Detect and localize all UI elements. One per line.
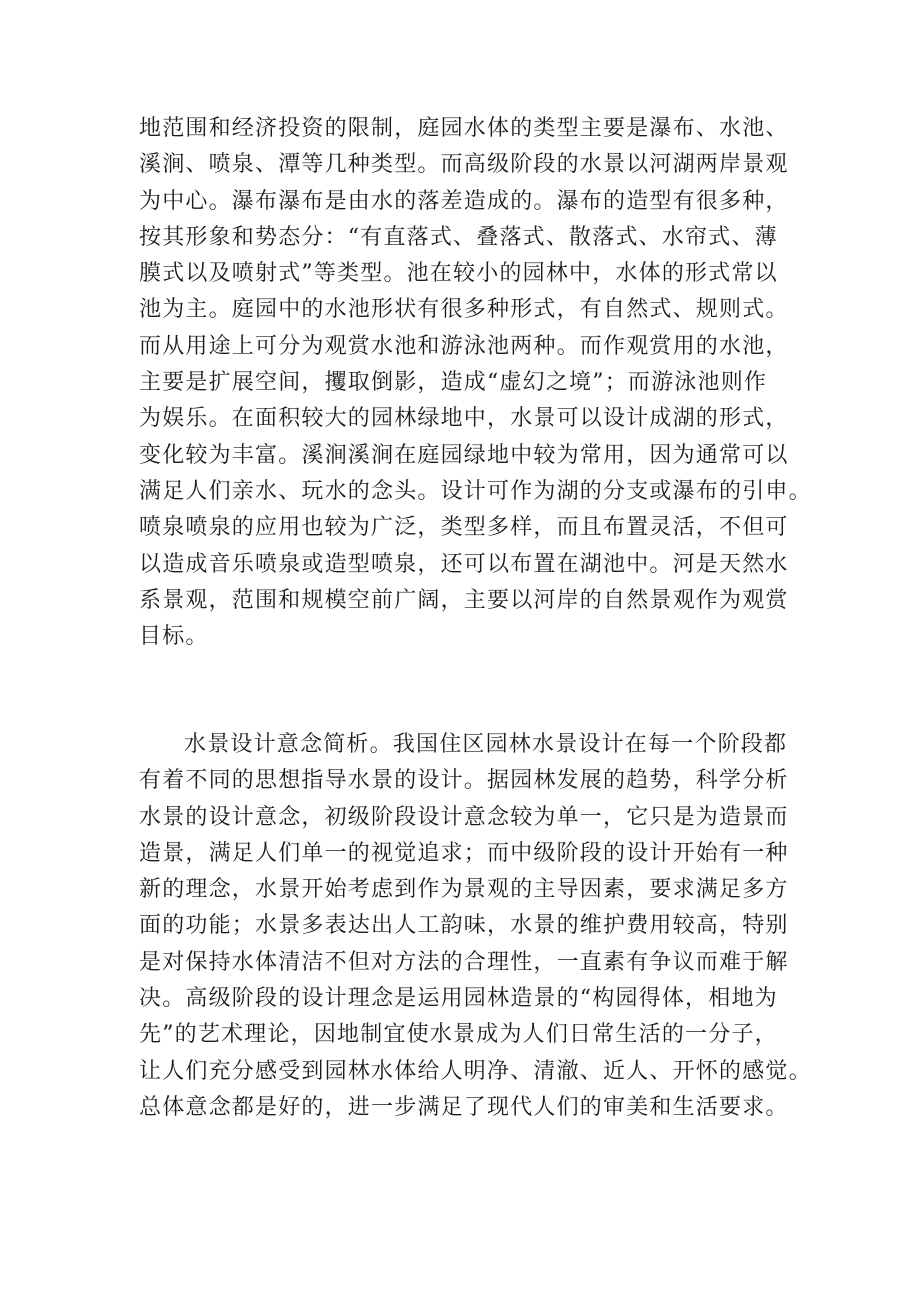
text-line: 水景设计意念简析。我国住区园林水景设计在每一个阶段都 <box>184 732 788 757</box>
paragraph-design-concept <box>139 727 829 1126</box>
text-line: 新的理念，水景开始考虑到作为景观的主导因素，要求满足多方 <box>139 877 789 903</box>
text-line: 水景的设计意念，初级阶段设计意念较为单一，它只是为造景而 <box>139 804 789 830</box>
text-line: 是对保持水体清洁不但对方法的合理性，一直素有争议而难于解 <box>139 949 789 975</box>
text-line: 膜式以及喷射式”等类型。池在较小的园林中，水体的形式常以 <box>139 261 778 287</box>
text-line: 造景，满足人们单一的视觉追求；而中级阶段的设计开始有一种 <box>139 840 789 866</box>
text-line: 溪涧、喷泉、潭等几种类型。而高级阶段的水景以河湖两岸景观 <box>139 152 789 178</box>
text-line: 为娱乐。在面积较大的园林绿地中，水景可以设计成湖的形式， <box>139 406 789 432</box>
text-line: 让人们充分感受到园林水体给人明净、清澈、近人、开怀的感觉。 <box>139 1058 812 1084</box>
text-line: 喷泉喷泉的应用也较为广泛，类型多样，而且布置灵活，不但可 <box>139 515 789 541</box>
text-line: 总体意念都是好的，进一步满足了现代人们的审美和生活要求。 <box>139 1094 789 1120</box>
text-line: 地范围和经济投资的限制，庭园水体的类型主要是瀑布、水池、 <box>139 116 789 141</box>
text-line: 有着不同的思想指导水景的设计。据园林发展的趋势，科学分析 <box>139 768 789 794</box>
paragraph-water-types <box>139 111 829 655</box>
text-line: 为中心。瀑布瀑布是由水的落差造成的。瀑布的造型有很多种， <box>139 188 789 214</box>
text-line: 主要是扩展空间，攫取倒影，造成“虚幻之境”；而游泳池则作 <box>139 370 768 396</box>
text-line: 面的功能；水景多表达出人工韵味，水景的维护费用较高，特别 <box>139 913 789 939</box>
text-line: 决。高级阶段的设计理念是运用园林造景的“构园得体，相地为 <box>139 986 778 1012</box>
text-line: 池为主。庭园中的水池形状有很多种形式，有自然式、规则式。 <box>139 297 789 323</box>
text-line: 满足人们亲水、玩水的念头。设计可作为湖的分支或瀑布的引申。 <box>139 478 812 504</box>
text-line: 先”的艺术理论，因地制宜使水景成为人们日常生活的一分子， <box>139 1022 778 1048</box>
text-line: 按其形象和势态分：“有直落式、叠落式、散落式、水帘式、薄 <box>139 224 778 250</box>
text-line: 系景观，范围和规模空前广阔，主要以河岸的自然景观作为观赏 <box>139 587 789 613</box>
text-line: 而从用途上可分为观赏水池和游泳池两种。而作观赏用的水池， <box>139 333 789 359</box>
text-line: 以造成音乐喷泉或造型喷泉，还可以布置在湖池中。河是天然水 <box>139 551 789 577</box>
text-line: 目标。 <box>139 624 209 650</box>
text-line: 变化较为丰富。溪涧溪涧在庭园绿地中较为常用，因为通常可以 <box>139 442 789 468</box>
